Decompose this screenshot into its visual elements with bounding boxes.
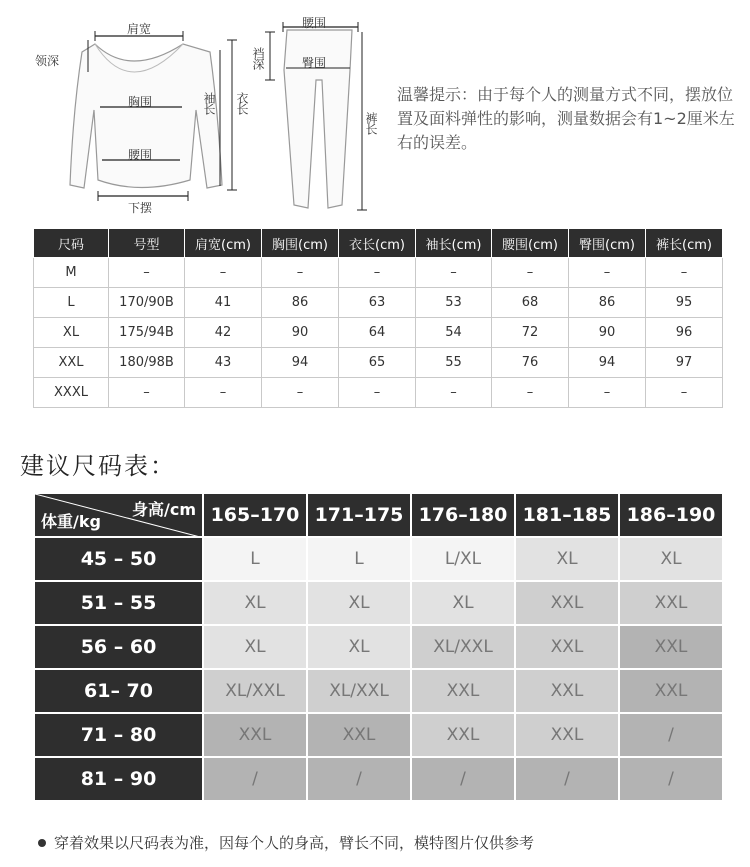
rec-header-row <box>34 493 723 537</box>
size-cell: XXL <box>515 669 619 713</box>
rec-corner-cell <box>34 493 203 537</box>
header-chest: 胸围(cm) <box>262 229 339 258</box>
size-cell: XXL <box>307 713 411 757</box>
table-cell: – <box>416 378 492 408</box>
table-cell: 63 <box>339 288 416 318</box>
table-cell: 55 <box>416 348 492 378</box>
bullet-icon <box>38 839 46 847</box>
sleeve-label: 袖长 <box>202 92 216 114</box>
shoulder-label: 肩宽 <box>127 22 152 36</box>
table-cell: 97 <box>646 348 723 378</box>
table-cell: – <box>109 378 185 408</box>
table-cell: 180/98B <box>109 348 185 378</box>
header-model: 号型 <box>109 229 185 258</box>
size-cell: XXL <box>411 713 515 757</box>
size-cell: / <box>203 757 307 801</box>
table-cell: 95 <box>646 288 723 318</box>
table-cell: – <box>646 378 723 408</box>
table-cell: 170/90B <box>109 288 185 318</box>
table-cell: 86 <box>262 288 339 318</box>
weight-header: 61– 70 <box>34 669 203 713</box>
table-cell: M <box>34 258 109 288</box>
size-cell: L/XL <box>411 537 515 581</box>
size-cell: XL <box>307 581 411 625</box>
size-cell: XL <box>515 537 619 581</box>
table-cell: 64 <box>339 318 416 348</box>
rec-row <box>34 669 723 713</box>
table-cell: 53 <box>416 288 492 318</box>
size-cell: / <box>515 757 619 801</box>
size-cell: L <box>203 537 307 581</box>
recommendation-table <box>33 492 724 802</box>
table-cell: L <box>34 288 109 318</box>
header-pants-length: 裤长(cm) <box>646 229 723 258</box>
weight-header: 81 – 90 <box>34 757 203 801</box>
table-cell: 41 <box>185 288 262 318</box>
table-cell: – <box>569 258 646 288</box>
table-row <box>34 348 723 378</box>
size-cell: XL/XXL <box>307 669 411 713</box>
table-cell: 94 <box>262 348 339 378</box>
table-cell: 65 <box>339 348 416 378</box>
header-shoulder: 肩宽(cm) <box>185 229 262 258</box>
header-top-length: 衣长(cm) <box>339 229 416 258</box>
table-cell: – <box>492 258 569 288</box>
table-cell: – <box>185 378 262 408</box>
table-cell: 68 <box>492 288 569 318</box>
table-cell: XL <box>34 318 109 348</box>
table-row <box>34 318 723 348</box>
rec-row <box>34 537 723 581</box>
size-table-header-row <box>34 229 723 258</box>
height-header: 186–190 <box>619 493 723 537</box>
size-cell: L <box>307 537 411 581</box>
rec-row <box>34 581 723 625</box>
header-size: 尺码 <box>34 229 109 258</box>
table-cell: – <box>492 378 569 408</box>
height-header: 181–185 <box>515 493 619 537</box>
rec-row <box>34 625 723 669</box>
size-cell: XL/XXL <box>411 625 515 669</box>
chest-label: 胸围 <box>128 95 153 109</box>
rec-row <box>34 757 723 801</box>
reference-note <box>38 832 534 853</box>
size-cell: XL <box>307 625 411 669</box>
size-cell: XXL <box>515 713 619 757</box>
table-cell: 90 <box>262 318 339 348</box>
size-cell: XXL <box>515 581 619 625</box>
table-cell: – <box>416 258 492 288</box>
height-header: 165–170 <box>203 493 307 537</box>
size-cell: XL/XXL <box>203 669 307 713</box>
table-row <box>34 288 723 318</box>
size-cell: / <box>411 757 515 801</box>
table-cell: – <box>646 258 723 288</box>
top-waist-label: 腰围 <box>128 148 153 162</box>
table-cell: – <box>109 258 185 288</box>
table-cell: – <box>262 378 339 408</box>
table-cell: – <box>262 258 339 288</box>
measurement-tip: 温馨提示：由于每个人的测量方式不同，摆放位置及面料弹性的影响，测量数据会有1~2厘米左右的误差。 <box>397 85 735 152</box>
table-cell: 86 <box>569 288 646 318</box>
size-cell: XL <box>411 581 515 625</box>
table-cell: 76 <box>492 348 569 378</box>
recommendation-title: 建议尺码表： <box>20 452 176 480</box>
weight-header: 71 – 80 <box>34 713 203 757</box>
table-cell: 42 <box>185 318 262 348</box>
crotch-label: 裆深 <box>251 47 265 69</box>
header-sleeve: 袖长(cm) <box>416 229 492 258</box>
hem-label: 下摆 <box>128 201 153 215</box>
table-cell: XXL <box>34 348 109 378</box>
size-table <box>33 228 723 408</box>
table-cell: 90 <box>569 318 646 348</box>
table-cell: 43 <box>185 348 262 378</box>
top-length-label: 衣长 <box>235 92 249 114</box>
size-cell: XXL <box>515 625 619 669</box>
table-cell: 54 <box>416 318 492 348</box>
hip-label: 臀围 <box>302 56 327 70</box>
table-cell: 94 <box>569 348 646 378</box>
corner-weight-label: 体重/kg <box>41 512 101 531</box>
size-cell: XXL <box>203 713 307 757</box>
table-cell: 175/94B <box>109 318 185 348</box>
table-cell: XXXL <box>34 378 109 408</box>
weight-header: 56 – 60 <box>34 625 203 669</box>
size-cell: XXL <box>619 625 723 669</box>
header-waist: 腰围(cm) <box>492 229 569 258</box>
size-cell: XL <box>619 537 723 581</box>
table-cell: – <box>569 378 646 408</box>
table-row <box>34 258 723 288</box>
pants-length-label: 裤长 <box>364 112 378 134</box>
table-cell: – <box>339 378 416 408</box>
table-cell: – <box>185 258 262 288</box>
size-cell: XXL <box>619 581 723 625</box>
table-row <box>34 378 723 408</box>
table-cell: 72 <box>492 318 569 348</box>
neck-depth-label: 领深 <box>35 54 60 68</box>
header-hip: 臀围(cm) <box>569 229 646 258</box>
size-cell: / <box>619 757 723 801</box>
weight-header: 51 – 55 <box>34 581 203 625</box>
size-cell: / <box>307 757 411 801</box>
size-cell: XXL <box>619 669 723 713</box>
height-header: 171–175 <box>307 493 411 537</box>
size-cell: XXL <box>411 669 515 713</box>
corner-height-label: 身高/cm <box>131 500 196 519</box>
table-cell: 96 <box>646 318 723 348</box>
table-cell: – <box>339 258 416 288</box>
size-cell: XL <box>203 625 307 669</box>
pants-waist-label: 腰围 <box>302 16 327 30</box>
size-cell: XL <box>203 581 307 625</box>
weight-header: 45 – 50 <box>34 537 203 581</box>
size-cell: / <box>619 713 723 757</box>
height-header: 176–180 <box>411 493 515 537</box>
note-text: 穿着效果以尺码表为准，因每个人的身高，臂长不同，模特图片仅供参考 <box>54 834 535 852</box>
rec-row <box>34 713 723 757</box>
